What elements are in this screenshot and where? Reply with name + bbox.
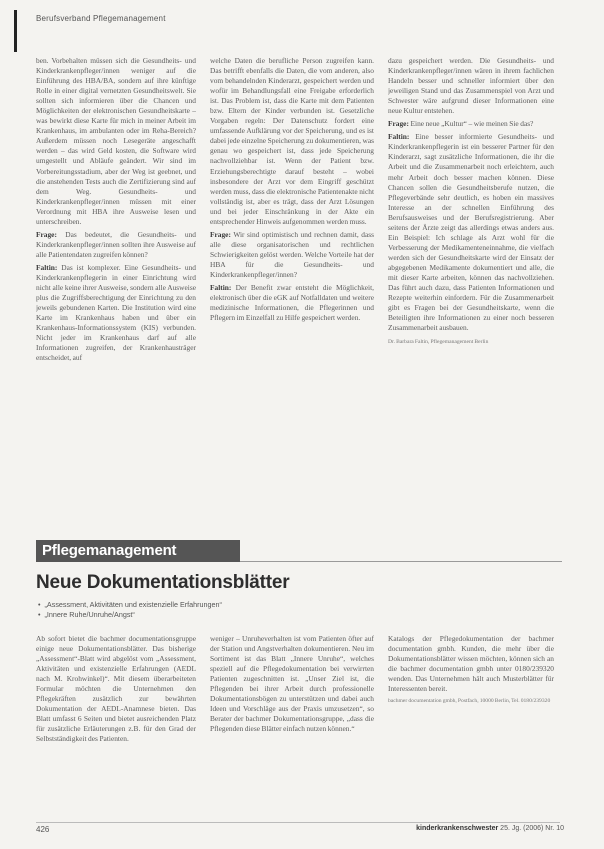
edge-marker bbox=[14, 10, 17, 52]
interview-question: Frage: Das bedeutet, die Gesundheits- und Kinderkrankenpfleger/innen sollten ihre Ausweise auf alle Patientendaten zugreifen können? bbox=[36, 229, 196, 259]
paragraph: dazu gespeichert werden. Die Gesundheits- und Kinderkrankenpfleger/innen wären in ihrem fachlichen Handeln besser und schneller informiert über den jeweiligen Stand und das Zusammenspiel von Arzt und Schwester wäre aufgrund dieser Informationen eine neue Kultur entstehen. bbox=[388, 56, 554, 116]
author-byline: Dr. Barbara Faltin, Pflegemanagement Berlin bbox=[388, 339, 489, 346]
paragraph: weniger – Unruheverhalten ist vom Patienten öfter auf der Station und Angstverhalten dokumentieren. Neu im Sortiment ist das Blatt „Innere Unruhe“, welches speziell auf die Pflegedokumentation bei verwirrten Patienten zugeschnitten ist. „Unser Ziel ist, die Pflegenden bei ihrer Arbeit durch professionelle Dokumentationsbögen zu unterstützen und dabei auch Ideen und Vorschläge aus der Praxis umzusetzen“, so Berater der bachmer Dokumentationsgruppe, „dass die Pflegenden diese Blätter einfach nutzen können.“ bbox=[210, 634, 374, 734]
section-rule bbox=[240, 561, 562, 562]
journal-issue: 25. Jg. (2006) Nr. 10 bbox=[500, 825, 564, 832]
interview-answer: Faltin: Eine besser informierte Gesundheits- und Kinderkrankenpflegerin ist ein besserer Partner für den Kinderarzt, sagt zusätzliche Informationen, die ihr die Arbeit und die Zusammenarbeit noch erleichtern, auch mehr Arbeit doch besser machen können. Diese Chancen sollen die Gesundheitsberufe nutzen, die Pflegeverbände sehr deutlich, es hoben ein massives Interesse an der schnellen Einführung des Berufsausweises und der Berufsregistrierung. Aber seitens der Ärzte zeigt das allerdings etwas anders aus. Ein Beispiel: Ich schlage als Arzt wohl für die Verbesserung der Medikamenteneinnahme, die vielfach werden sich der Gesundheitskarte wird der Einsatz der abgegebenen Medikamente dokumentiert und alle, die mit dieser Karte arbeiten, können das nachvollziehen. Das führt auch dazu, dass Patienten Informationen und Rezepte weiterhin einfordern. Für die Zusammenarbeit gibt es Fragen bei der Gesundheitskarte, wenn die Beteiligten ihre Informationen zu einer noch besseren Zusammenarbeit ausbauen. bbox=[388, 132, 554, 333]
article-headline: Neue Dokumentationsblätter bbox=[36, 572, 290, 593]
paragraph: Katalogs der Pflegedokumentation der bachmer documentation gmbh. Kunden, die mehr über die Dokumentationsblätter wissen möchten, können sich an die bachmer documentation gmbh unter 0180/239320 wenden. Das Unternehmen hält auch Musterblätter für Interessenten bereit. bbox=[388, 634, 554, 694]
paragraph: Ab sofort bietet die bachmer documentationsgruppe einige neue Dokumentationsblätter. Das bisherige „Assessment“-Blatt wird abgelöst vom „Assessment, Aktivitäten und existenzielle Erfahrungen (AEDL nach M. Krohwinkel)“. Mit diesem überarbeiteten Formular möchten die Unternehmen den Pflegekräften zusätzlich zur bewährten Dokumentation der AEDL-Anamnese bieten. Das Blatt umfasst 6 Seiten und bietet ausreichenden Platz für zusätzliche Erläuterungen z.B. für den Grad der Selbstständigkeit des Patienten. bbox=[36, 634, 196, 744]
journal-footer bbox=[416, 825, 564, 832]
article-column-1 bbox=[36, 56, 196, 442]
interview-answer: Faltin: Das ist komplexer. Eine Gesundheits- und Kinderkrankenpflegerin in einer Einrichtung wird nicht alle keine ihrer Ausweise, sondern alle Ausweise plus die Zugriffsberechtigung der Einrichtung zu den jeweils gebundenen Karten. Die Institution wird eine Karte im Krankenhaus haben und über ein Krankenhaus-Informationssystem (KIS) verbunden. Nicht jeder im Krankenhaus darf auf alle Informationen zugreifen, der Krankenhausträger entscheidet, auf bbox=[36, 262, 196, 363]
subtitle-bullets bbox=[38, 600, 222, 620]
page-number: 426 bbox=[36, 825, 50, 834]
bullet-item: • „Innere Ruhe/Unruhe/Angst“ bbox=[38, 610, 222, 620]
interview-question: Frage: Eine neue „Kultur“ – wie meinen Sie das? bbox=[388, 119, 534, 129]
paragraph: ben. Vorbehalten müssen sich die Gesundheits- und Kinderkrankenpfleger/innen weniger auf die Einführung des HBA/BA, sondern auf ihre künftige Rolle in einer digital vernetzten Gesundheitswelt. Sie sollten sich informieren über die Chancen und Möglichkeiten der elektronischen Gesundheitskarte – was bewirkt diese Karte für mich in meiner Arbeit im Krankenhaus, im ambulanten oder im Reha-Bereich? Außerdem müssen noch Lesegeräte angeschafft werden – das wird Geld kosten, die Software wird umgestellt und Abläufe geändert. Wir sind im Vorbereitungsstadium, aber der Weg ist geebnet, und die anstehenden Tests auch die Zertifizierung sind auf dem Weg. Gesundheits- und Kinderkrankenpfleger/innen müssen mit einer Verordnung mit HBA ihre Ausweise lesen und unterschreiben. bbox=[36, 56, 196, 226]
bullet-item: • „Assessment, Aktivitäten und existenzielle Erfahrungen“ bbox=[38, 600, 222, 610]
article-column-2 bbox=[210, 56, 374, 442]
article2-column-3 bbox=[388, 634, 554, 812]
section-title: Pflegemanagement bbox=[42, 542, 177, 559]
running-head: Berufsverband Pflegemanagement bbox=[36, 14, 166, 23]
section-ribbon bbox=[36, 540, 240, 562]
footer-rule bbox=[36, 822, 560, 823]
article2-column-2 bbox=[210, 634, 374, 812]
article2-column-1 bbox=[36, 634, 196, 812]
company-address: bachmer documentation gmbh, Postfach, 10000 Berlin, Tel. 0180/239320 bbox=[388, 698, 551, 705]
interview-answer: Faltin: Der Benefit zwar entsteht die Möglichkeit, elektronisch über die eGK auf Notfalldaten und weitere medizinische Informationen, die Pflegerinnen und Pflegern im Einzelfall zu Hilfe gespeichert werden. bbox=[210, 283, 374, 323]
interview-question: Frage: Wir sind optimistisch und rechnen damit, dass alle diese organisatorischen und rechtlichen Schwierigkeiten gelöst werden. Welche Vorteile hat der HBA für die Gesundheits- und Kinderkrankenpfleger/innen? bbox=[210, 229, 374, 279]
paragraph: welche Daten die berufliche Person zugreifen kann. Das betrifft ebenfalls die Daten, die vom anderen, also vom behandelnden Kinderarzt, gespeichert werden und wofür im Behandlungsfall eine Freigabe erforderlich ist. Das Problem ist, dass die Karte mit dem Patienten bzw. Eltern der Kinder verbunden ist. Gesetzliche Vorgaben regeln: Der Datenschutz fordert eine umfassende Aufklärung vor der Speicherung, und es ist dabei jede einzelne Speicherung zu dokumentieren, was genau wo gespeichert ist, dass jede Speicherung nachvollziehbar ist. Wenn der Patient bzw. Erziehungsberechtigte darauf besteht – wobei insbesondere der Arzt vor dem Eingriff geschützt werden muss, dass die elektronische Patientenakte nicht vollständig ist, aber es trägt, dass der Arzt Lösungen und bei jeder Einschränkung in der Akte ein entsprechender Hinweis aufgenommen werden muss. bbox=[210, 56, 374, 226]
article-column-3 bbox=[388, 56, 554, 442]
journal-name: kinderkrankenschwester bbox=[416, 825, 499, 832]
